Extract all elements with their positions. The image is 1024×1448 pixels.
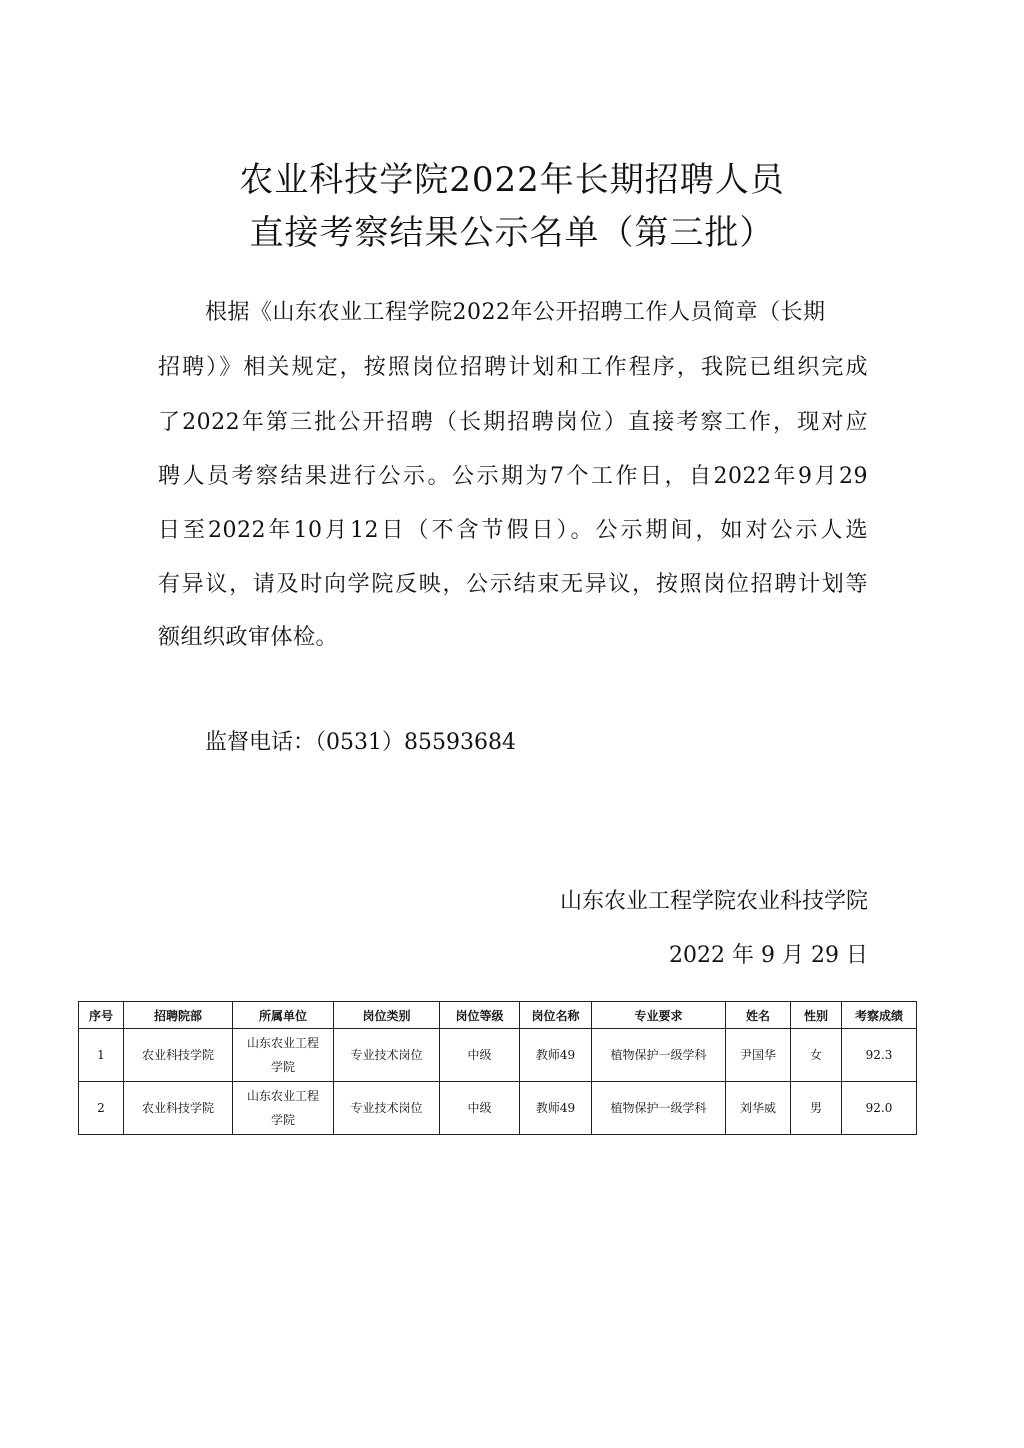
header-cell: 所属单位 <box>233 1002 334 1029</box>
body-paragraph-line: 日至2022年10月12日（不含节假日）。公示期间，如对公示人选 <box>158 518 868 543</box>
body-paragraph-line: 根据《山东农业工程学院2022年公开招聘工作人员简章（长期 <box>205 300 826 325</box>
signature-organization: 山东农业工程学院农业科技学院 <box>559 889 868 914</box>
table-cell: 中级 <box>440 1082 520 1135</box>
header-cell: 岗位类别 <box>334 1002 440 1029</box>
header-cell: 序号 <box>79 1002 124 1029</box>
body-paragraph-line: 招聘）》相关规定，按照岗位招聘计划和工作程序，我院已组织完成 <box>158 355 868 380</box>
table-cell: 刘华威 <box>726 1082 791 1135</box>
table-cell: 农业科技学院 <box>124 1029 233 1082</box>
table-cell: 专业技术岗位 <box>334 1082 440 1135</box>
table-cell: 尹国华 <box>726 1029 791 1082</box>
body-paragraph-line: 额组织政审体检。 <box>158 625 339 650</box>
table-cell <box>233 1082 334 1135</box>
document-title-line1: 农业科技学院2022年长期招聘人员 <box>239 160 785 200</box>
header-cell: 性别 <box>791 1002 842 1029</box>
table-cell: 植物保护一级学科 <box>592 1082 726 1135</box>
table-cell: 男 <box>791 1082 842 1135</box>
signature-date: 2022 年 9 月 29 日 <box>669 943 868 968</box>
table-cell: 教师49 <box>520 1082 592 1135</box>
header-cell: 姓名 <box>726 1002 791 1029</box>
table-cell-text: 山东农业工程学院 <box>246 1089 319 1127</box>
header-cell: 岗位名称 <box>520 1002 592 1029</box>
table-cell-text: 山东农业工程学院 <box>246 1036 319 1074</box>
header-cell: 考察成绩 <box>842 1002 917 1029</box>
table-header-row <box>79 1002 917 1029</box>
table-cell: 中级 <box>440 1029 520 1082</box>
supervision-hotline: 监督电话：（0531）85593684 <box>205 730 516 755</box>
table-cell: 植物保护一级学科 <box>592 1029 726 1082</box>
results-table <box>78 1001 917 1135</box>
table-cell: 专业技术岗位 <box>334 1029 440 1082</box>
table-cell: 教师49 <box>520 1029 592 1082</box>
header-cell: 招聘院部 <box>124 1002 233 1029</box>
header-cell: 专业要求 <box>592 1002 726 1029</box>
table-row <box>79 1029 917 1082</box>
table-cell: 2 <box>79 1082 124 1135</box>
table-cell: 92.0 <box>842 1082 917 1135</box>
document-title-line2: 直接考察结果公示名单（第三批） <box>249 213 775 253</box>
body-paragraph-line: 聘人员考察结果进行公示。公示期为7个工作日，自2022年9月29 <box>158 464 868 489</box>
table-cell <box>233 1029 334 1082</box>
header-cell: 岗位等级 <box>440 1002 520 1029</box>
body-paragraph-line: 了2022年第三批公开招聘（长期招聘岗位）直接考察工作，现对应 <box>158 410 868 435</box>
table-cell: 农业科技学院 <box>124 1082 233 1135</box>
table-row <box>79 1082 917 1135</box>
table-cell: 92.3 <box>842 1029 917 1082</box>
body-paragraph-line: 有异议，请及时向学院反映，公示结束无异议，按照岗位招聘计划等 <box>158 572 868 597</box>
table-cell: 女 <box>791 1029 842 1082</box>
table-cell: 1 <box>79 1029 124 1082</box>
